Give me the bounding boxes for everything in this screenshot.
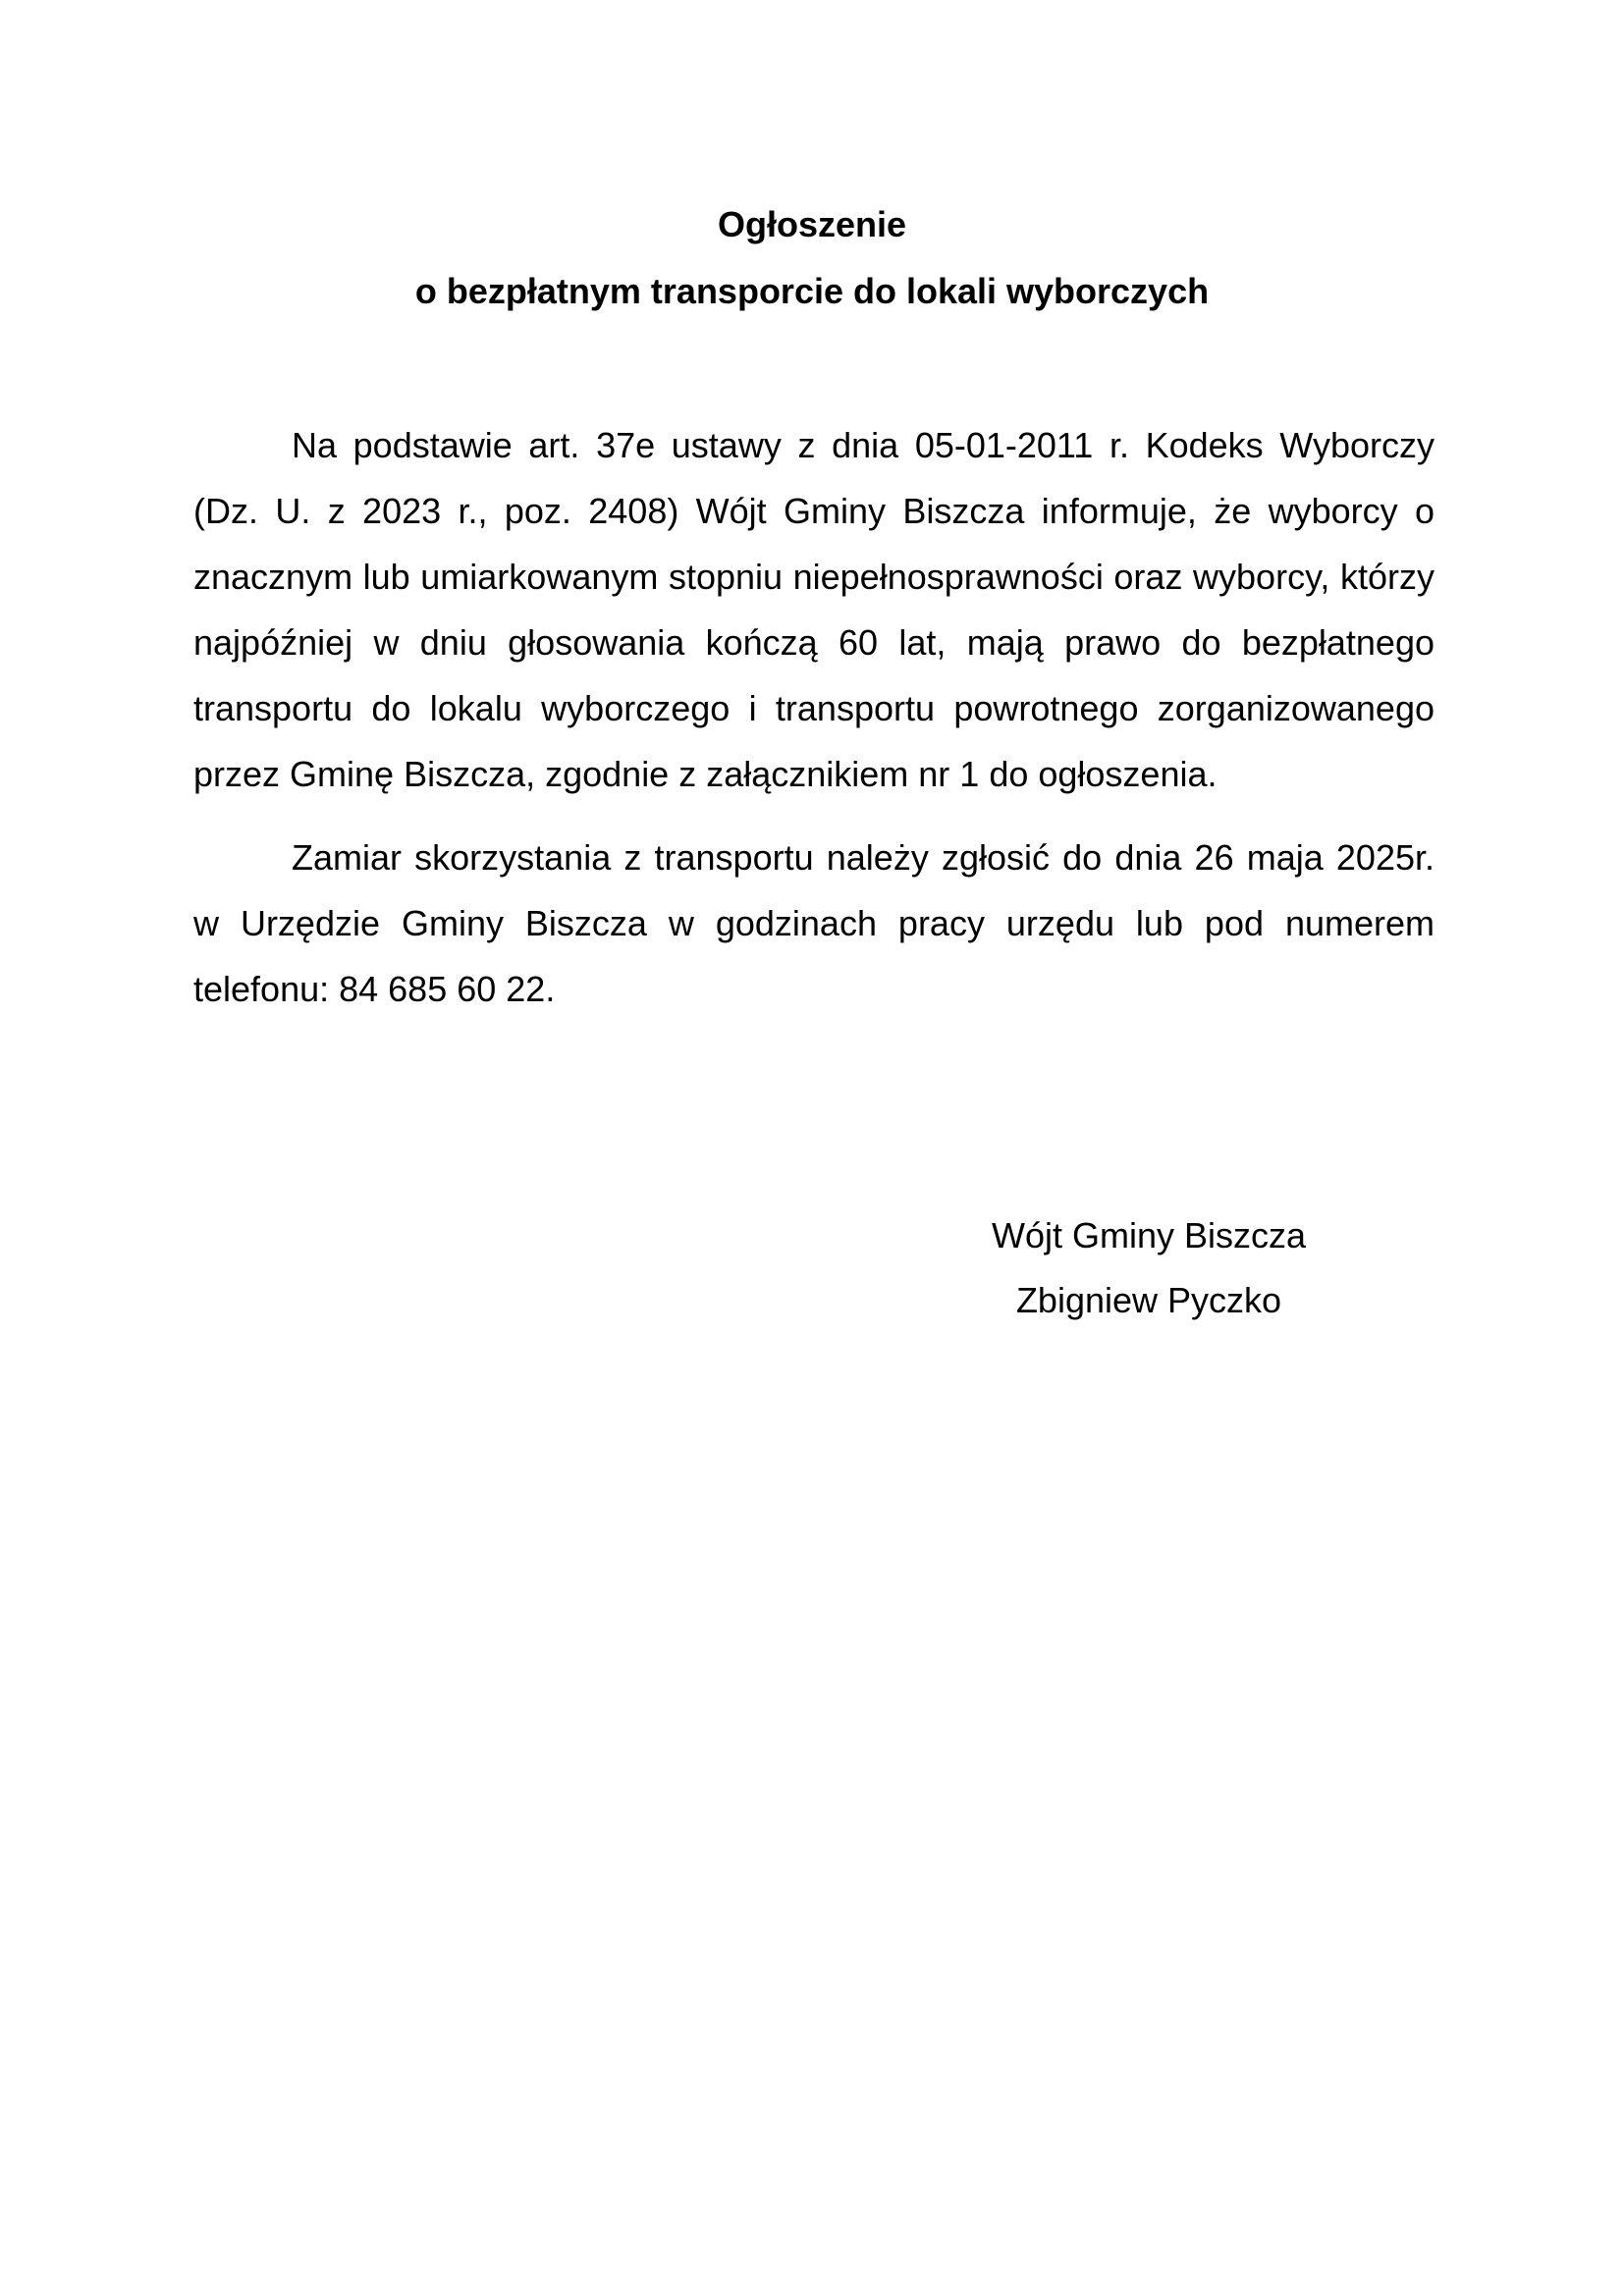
paragraph-legal-basis: Na podstawie art. 37e ustawy z dnia 05-01-2011 r. Kodeks Wyborczy (Dz. U. z 2023 r., poz. 2408) Wójt Gminy Biszcza informuje, że wyborcy o znacznym lub umiarkowanym stopniu niepełnosprawności oraz wyborcy, którzy najpóźniej w dniu głosowania kończą 60 lat, mają prawo do bezpłatnego transportu do lokalu wyborczego i transportu powrotnego zorganizowanego przez Gminę Biszcza, zgodnie z załącznikiem nr 1 do ogłoszenia. [193, 425, 1435, 794]
title-block [0, 191, 1624, 325]
paragraph-registration: Zamiar skorzystania z transportu należy zgłosić do dnia 26 maja 2025r. w Urzędzie Gminy Biszcza w godzinach pracy urzędu lub pod numerem telefonu: 84 685 60 22. [193, 837, 1435, 1009]
signature-position: Wójt Gminy Biszcza [991, 1215, 1307, 1255]
document-body [193, 412, 1435, 1040]
document-title: Ogłoszenie [717, 204, 907, 244]
signature-block [943, 1203, 1355, 1333]
signature-name: Zbigniew Pyczko [1015, 1280, 1282, 1320]
document-subtitle: o bezpłatnym transporcie do lokali wyborczych [414, 271, 1210, 311]
